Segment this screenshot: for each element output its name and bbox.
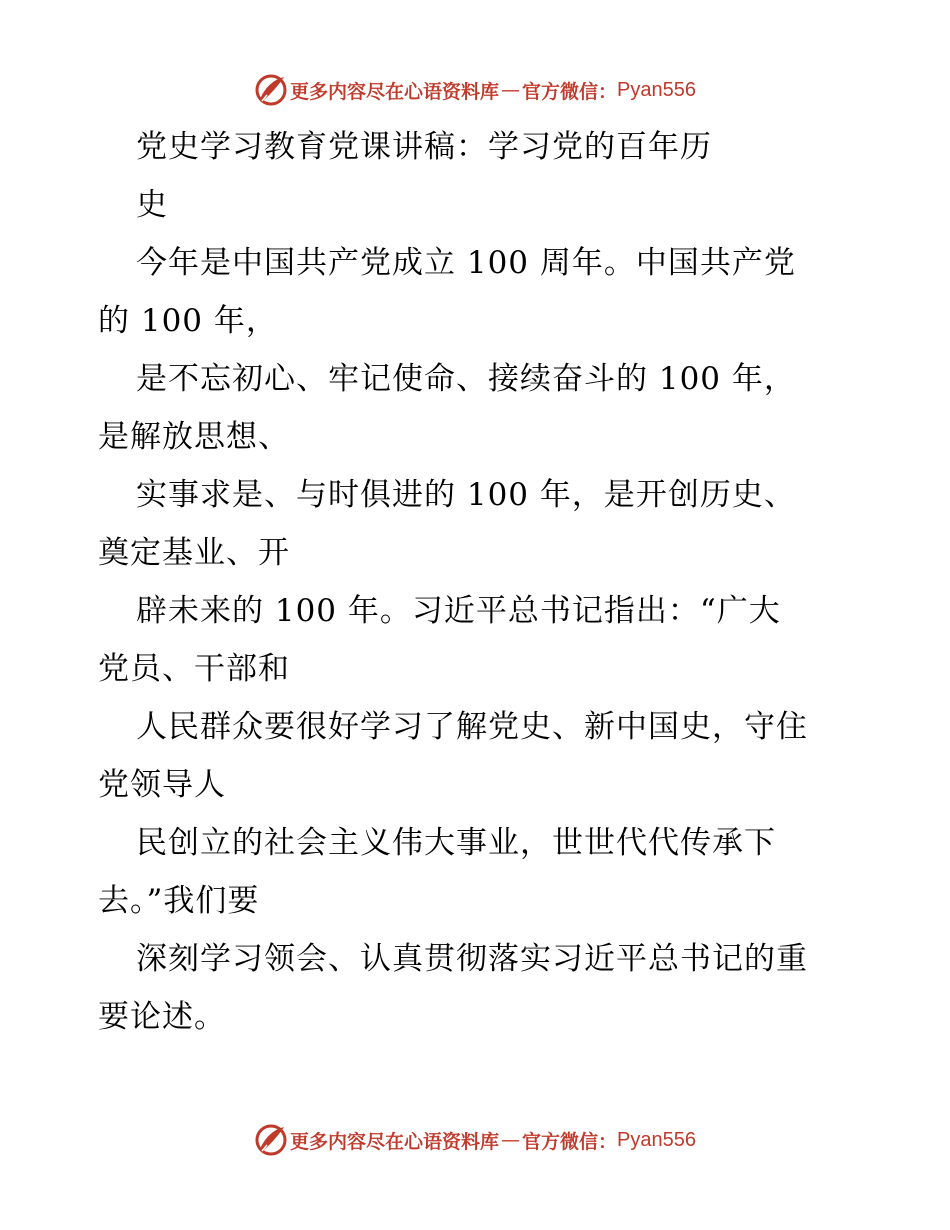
header-dash: —: [501, 79, 521, 101]
document-line: 是不忘初心、牢记使命、接续奋斗的 100 年，: [136, 361, 796, 397]
header-wechat-label: 官方微信：: [522, 80, 618, 103]
footer-site-text: 更多内容尽在心语资料库: [290, 1130, 500, 1153]
footer-wechat-id: Pyan556: [617, 1128, 696, 1151]
header-banner: [0, 70, 950, 110]
document-line: 辟未来的 100 年。习近平总书记指出：“广大: [136, 593, 781, 629]
document-line: 民创立的社会主义伟大事业，世世代代传承下: [136, 825, 776, 861]
document-body: [98, 118, 898, 1046]
document-line: 奠定基业、开: [98, 535, 290, 571]
document-line: 是解放思想、: [98, 419, 290, 455]
document-line: 史: [136, 187, 168, 223]
document-line: 今年是中国共产党成立 100 周年。中国共产党: [136, 245, 796, 281]
document-line: 实事求是、与时俱进的 100 年，是开创历史、: [136, 477, 796, 513]
pen-logo-icon: [254, 1123, 288, 1157]
document-line: 人民群众要很好学习了解党史、新中国史，守住: [136, 709, 808, 745]
document-line: 党领导人: [98, 767, 226, 803]
header-wechat-id: Pyan556: [617, 78, 696, 101]
document-line: 深刻学习领会、认真贯彻落实习近平总书记的重: [136, 941, 808, 977]
document-line: 的 100 年，: [98, 303, 278, 339]
footer-banner: [0, 1120, 950, 1160]
document-line: 要论述。: [98, 999, 226, 1035]
pen-logo-icon: [254, 73, 288, 107]
document-line: 去。”我们要: [98, 883, 260, 919]
document-line: 党员、干部和: [98, 651, 290, 687]
header-site-text: 更多内容尽在心语资料库: [290, 80, 500, 103]
document-line: 党史学习教育党课讲稿：学习党的百年历: [136, 129, 712, 165]
footer-wechat-label: 官方微信：: [522, 1130, 618, 1153]
footer-dash: —: [501, 1129, 521, 1151]
